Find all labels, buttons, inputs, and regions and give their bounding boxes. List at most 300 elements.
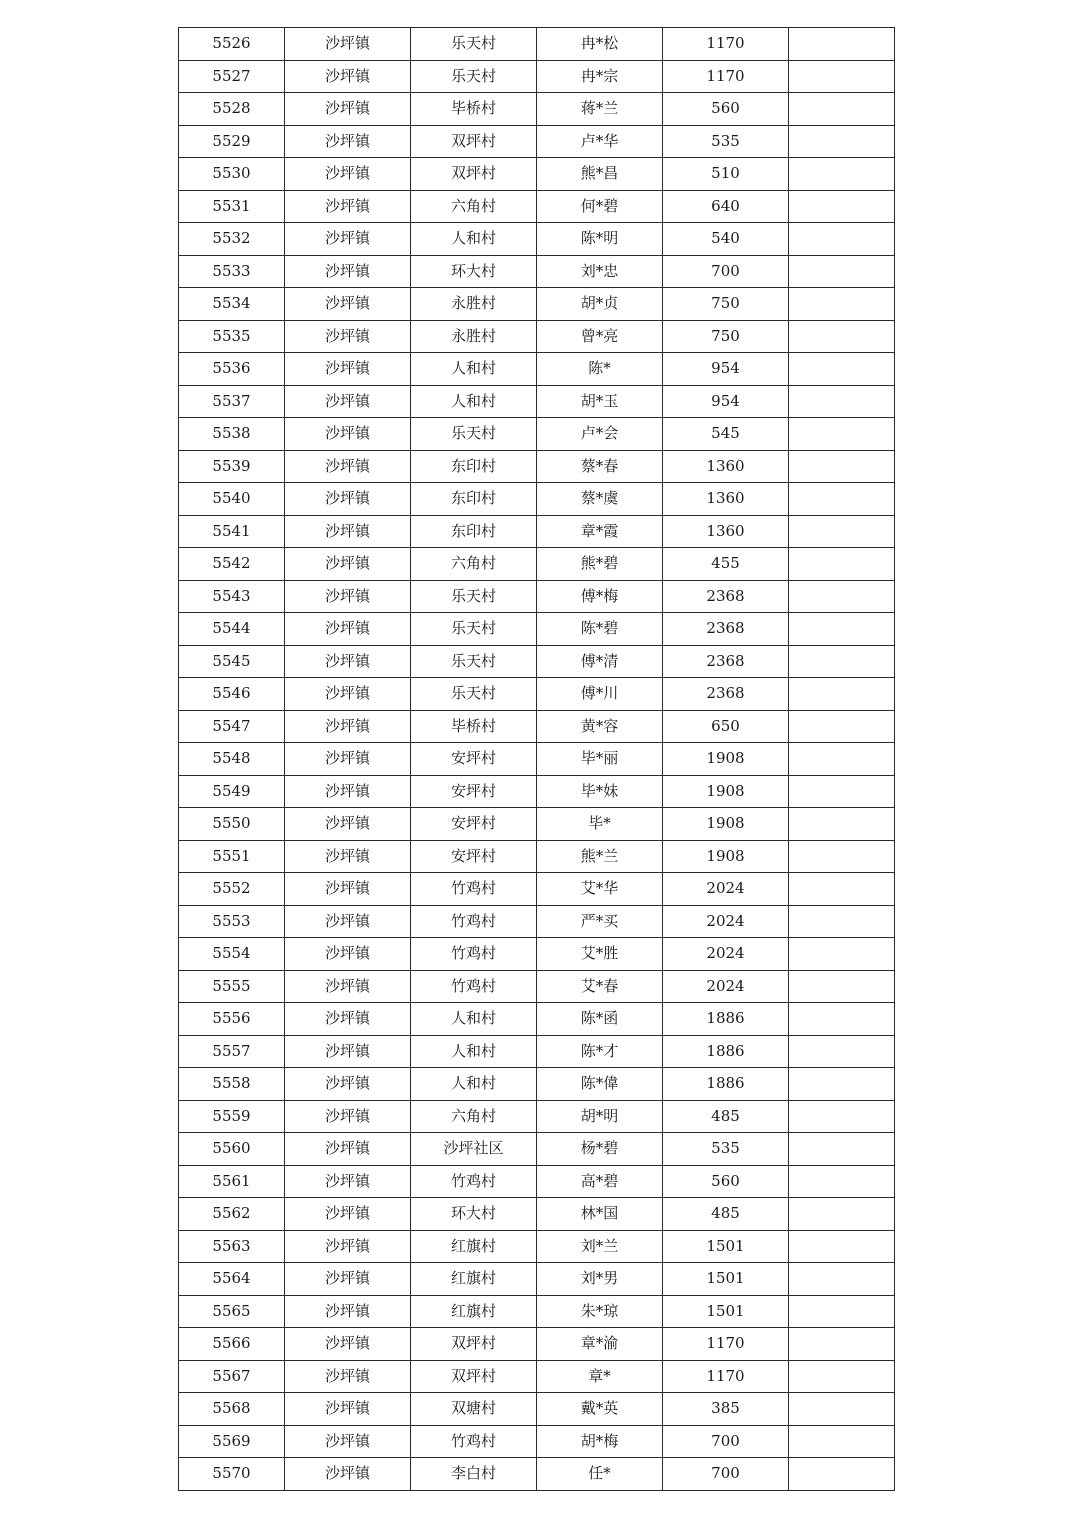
table-row [179, 743, 895, 776]
village-cell: 安坪村 [411, 743, 537, 776]
amount-cell: 560 [663, 93, 789, 126]
amount-cell: 535 [663, 1133, 789, 1166]
table-row [179, 1263, 895, 1296]
serial-number-cell: 5534 [179, 288, 285, 321]
village-cell: 乐天村 [411, 418, 537, 451]
table-row [179, 840, 895, 873]
town-cell: 沙坪镇 [285, 1263, 411, 1296]
note-cell [789, 1165, 895, 1198]
town-cell: 沙坪镇 [285, 483, 411, 516]
note-cell [789, 938, 895, 971]
table-row [179, 93, 895, 126]
town-cell: 沙坪镇 [285, 1230, 411, 1263]
serial-number-cell: 5551 [179, 840, 285, 873]
town-cell: 沙坪镇 [285, 255, 411, 288]
serial-number-cell: 5550 [179, 808, 285, 841]
amount-cell: 1908 [663, 775, 789, 808]
serial-number-cell: 5543 [179, 580, 285, 613]
note-cell [789, 580, 895, 613]
village-cell: 竹鸡村 [411, 873, 537, 906]
village-cell: 毕桥村 [411, 710, 537, 743]
table-row [179, 320, 895, 353]
village-cell: 乐天村 [411, 678, 537, 711]
town-cell: 沙坪镇 [285, 1295, 411, 1328]
note-cell [789, 1230, 895, 1263]
amount-cell: 2024 [663, 905, 789, 938]
table-row [179, 288, 895, 321]
village-cell: 竹鸡村 [411, 905, 537, 938]
name-cell: 陈*才 [537, 1035, 663, 1068]
village-cell: 安坪村 [411, 808, 537, 841]
name-cell: 胡*明 [537, 1100, 663, 1133]
village-cell: 永胜村 [411, 320, 537, 353]
town-cell: 沙坪镇 [285, 938, 411, 971]
village-cell: 乐天村 [411, 60, 537, 93]
table-row [179, 1295, 895, 1328]
town-cell: 沙坪镇 [285, 775, 411, 808]
table-row [179, 1328, 895, 1361]
amount-cell: 385 [663, 1393, 789, 1426]
note-cell [789, 158, 895, 191]
town-cell: 沙坪镇 [285, 873, 411, 906]
serial-number-cell: 5528 [179, 93, 285, 126]
name-cell: 戴*英 [537, 1393, 663, 1426]
note-cell [789, 418, 895, 451]
town-cell: 沙坪镇 [285, 1393, 411, 1426]
serial-number-cell: 5542 [179, 548, 285, 581]
serial-number-cell: 5540 [179, 483, 285, 516]
table-row [179, 613, 895, 646]
note-cell [789, 1295, 895, 1328]
serial-number-cell: 5567 [179, 1360, 285, 1393]
village-cell: 竹鸡村 [411, 1165, 537, 1198]
town-cell: 沙坪镇 [285, 905, 411, 938]
name-cell: 高*碧 [537, 1165, 663, 1198]
town-cell: 沙坪镇 [285, 613, 411, 646]
serial-number-cell: 5552 [179, 873, 285, 906]
name-cell: 蔡*虞 [537, 483, 663, 516]
village-cell: 环大村 [411, 255, 537, 288]
note-cell [789, 645, 895, 678]
name-cell: 陈*碧 [537, 613, 663, 646]
table-row [179, 450, 895, 483]
village-cell: 双坪村 [411, 125, 537, 158]
note-cell [789, 483, 895, 516]
name-cell: 毕*丽 [537, 743, 663, 776]
town-cell: 沙坪镇 [285, 580, 411, 613]
amount-cell: 535 [663, 125, 789, 158]
amount-cell: 1170 [663, 28, 789, 61]
amount-cell: 1360 [663, 483, 789, 516]
village-cell: 沙坪社区 [411, 1133, 537, 1166]
name-cell: 章* [537, 1360, 663, 1393]
town-cell: 沙坪镇 [285, 1035, 411, 1068]
village-cell: 人和村 [411, 223, 537, 256]
village-cell: 双坪村 [411, 1328, 537, 1361]
name-cell: 杨*碧 [537, 1133, 663, 1166]
serial-number-cell: 5544 [179, 613, 285, 646]
table-row [179, 418, 895, 451]
amount-cell: 2368 [663, 613, 789, 646]
table-row [179, 1100, 895, 1133]
town-cell: 沙坪镇 [285, 1198, 411, 1231]
village-cell: 人和村 [411, 1035, 537, 1068]
town-cell: 沙坪镇 [285, 1068, 411, 1101]
town-cell: 沙坪镇 [285, 645, 411, 678]
village-cell: 六角村 [411, 1100, 537, 1133]
amount-cell: 2024 [663, 873, 789, 906]
table-row [179, 223, 895, 256]
name-cell: 朱*琼 [537, 1295, 663, 1328]
town-cell: 沙坪镇 [285, 515, 411, 548]
table-row [179, 353, 895, 386]
name-cell: 卢*华 [537, 125, 663, 158]
table-row [179, 548, 895, 581]
note-cell [789, 613, 895, 646]
village-cell: 红旗村 [411, 1263, 537, 1296]
amount-cell: 1886 [663, 1035, 789, 1068]
town-cell: 沙坪镇 [285, 1003, 411, 1036]
amount-cell: 1360 [663, 450, 789, 483]
town-cell: 沙坪镇 [285, 710, 411, 743]
name-cell: 冉*宗 [537, 60, 663, 93]
note-cell [789, 808, 895, 841]
note-cell [789, 93, 895, 126]
note-cell [789, 288, 895, 321]
village-cell: 人和村 [411, 1003, 537, 1036]
amount-cell: 1360 [663, 515, 789, 548]
amount-cell: 510 [663, 158, 789, 191]
note-cell [789, 190, 895, 223]
serial-number-cell: 5531 [179, 190, 285, 223]
note-cell [789, 775, 895, 808]
village-cell: 毕桥村 [411, 93, 537, 126]
table-row [179, 938, 895, 971]
town-cell: 沙坪镇 [285, 1425, 411, 1458]
table-row [179, 645, 895, 678]
serial-number-cell: 5559 [179, 1100, 285, 1133]
village-cell: 竹鸡村 [411, 938, 537, 971]
serial-number-cell: 5566 [179, 1328, 285, 1361]
amount-cell: 1501 [663, 1263, 789, 1296]
note-cell [789, 1263, 895, 1296]
table-row [179, 1068, 895, 1101]
town-cell: 沙坪镇 [285, 1133, 411, 1166]
town-cell: 沙坪镇 [285, 1100, 411, 1133]
name-cell: 刘*兰 [537, 1230, 663, 1263]
note-cell [789, 320, 895, 353]
town-cell: 沙坪镇 [285, 970, 411, 1003]
village-cell: 人和村 [411, 1068, 537, 1101]
amount-cell: 750 [663, 320, 789, 353]
name-cell: 刘*忠 [537, 255, 663, 288]
table-row [179, 970, 895, 1003]
amount-cell: 700 [663, 1458, 789, 1491]
amount-cell: 2024 [663, 970, 789, 1003]
name-cell: 毕* [537, 808, 663, 841]
serial-number-cell: 5538 [179, 418, 285, 451]
town-cell: 沙坪镇 [285, 840, 411, 873]
note-cell [789, 1100, 895, 1133]
amount-cell: 700 [663, 255, 789, 288]
town-cell: 沙坪镇 [285, 125, 411, 158]
table-row [179, 1003, 895, 1036]
table-row [179, 1393, 895, 1426]
amount-cell: 2368 [663, 580, 789, 613]
amount-cell: 455 [663, 548, 789, 581]
name-cell: 陈* [537, 353, 663, 386]
town-cell: 沙坪镇 [285, 28, 411, 61]
serial-number-cell: 5530 [179, 158, 285, 191]
serial-number-cell: 5560 [179, 1133, 285, 1166]
amount-cell: 700 [663, 1425, 789, 1458]
village-cell: 乐天村 [411, 645, 537, 678]
town-cell: 沙坪镇 [285, 1328, 411, 1361]
amount-cell: 1908 [663, 743, 789, 776]
note-cell [789, 515, 895, 548]
table-row [179, 1230, 895, 1263]
village-cell: 乐天村 [411, 613, 537, 646]
amount-cell: 1886 [663, 1068, 789, 1101]
village-cell: 六角村 [411, 548, 537, 581]
note-cell [789, 1360, 895, 1393]
table-row [179, 125, 895, 158]
note-cell [789, 1393, 895, 1426]
table-row [179, 1360, 895, 1393]
subsidy-list-table [178, 27, 895, 1491]
name-cell: 熊*昌 [537, 158, 663, 191]
amount-cell: 1170 [663, 1328, 789, 1361]
note-cell [789, 28, 895, 61]
table-row [179, 710, 895, 743]
table-row [179, 775, 895, 808]
note-cell [789, 873, 895, 906]
table-row [179, 385, 895, 418]
name-cell: 傅*清 [537, 645, 663, 678]
amount-cell: 1170 [663, 1360, 789, 1393]
serial-number-cell: 5526 [179, 28, 285, 61]
town-cell: 沙坪镇 [285, 385, 411, 418]
serial-number-cell: 5563 [179, 1230, 285, 1263]
amount-cell: 954 [663, 353, 789, 386]
note-cell [789, 353, 895, 386]
town-cell: 沙坪镇 [285, 1360, 411, 1393]
name-cell: 蒋*兰 [537, 93, 663, 126]
table-row [179, 483, 895, 516]
table-row [179, 808, 895, 841]
serial-number-cell: 5527 [179, 60, 285, 93]
village-cell: 竹鸡村 [411, 1425, 537, 1458]
table-row [179, 905, 895, 938]
amount-cell: 954 [663, 385, 789, 418]
town-cell: 沙坪镇 [285, 288, 411, 321]
note-cell [789, 1328, 895, 1361]
name-cell: 林*国 [537, 1198, 663, 1231]
name-cell: 胡*贞 [537, 288, 663, 321]
serial-number-cell: 5568 [179, 1393, 285, 1426]
serial-number-cell: 5532 [179, 223, 285, 256]
note-cell [789, 905, 895, 938]
serial-number-cell: 5535 [179, 320, 285, 353]
serial-number-cell: 5536 [179, 353, 285, 386]
amount-cell: 640 [663, 190, 789, 223]
table-row [179, 1425, 895, 1458]
town-cell: 沙坪镇 [285, 678, 411, 711]
town-cell: 沙坪镇 [285, 743, 411, 776]
town-cell: 沙坪镇 [285, 320, 411, 353]
amount-cell: 540 [663, 223, 789, 256]
note-cell [789, 743, 895, 776]
table-body [179, 28, 895, 1491]
serial-number-cell: 5533 [179, 255, 285, 288]
village-cell: 李白村 [411, 1458, 537, 1491]
serial-number-cell: 5547 [179, 710, 285, 743]
note-cell [789, 1133, 895, 1166]
note-cell [789, 1425, 895, 1458]
name-cell: 傅*川 [537, 678, 663, 711]
name-cell: 刘*男 [537, 1263, 663, 1296]
village-cell: 东印村 [411, 483, 537, 516]
village-cell: 东印村 [411, 450, 537, 483]
table-row [179, 60, 895, 93]
table-row [179, 1133, 895, 1166]
serial-number-cell: 5557 [179, 1035, 285, 1068]
name-cell: 陈*明 [537, 223, 663, 256]
serial-number-cell: 5556 [179, 1003, 285, 1036]
town-cell: 沙坪镇 [285, 808, 411, 841]
name-cell: 任* [537, 1458, 663, 1491]
table-row [179, 190, 895, 223]
amount-cell: 750 [663, 288, 789, 321]
note-cell [789, 1003, 895, 1036]
name-cell: 熊*兰 [537, 840, 663, 873]
village-cell: 东印村 [411, 515, 537, 548]
name-cell: 曾*亮 [537, 320, 663, 353]
town-cell: 沙坪镇 [285, 353, 411, 386]
amount-cell: 560 [663, 1165, 789, 1198]
serial-number-cell: 5555 [179, 970, 285, 1003]
name-cell: 冉*松 [537, 28, 663, 61]
amount-cell: 2024 [663, 938, 789, 971]
note-cell [789, 385, 895, 418]
village-cell: 六角村 [411, 190, 537, 223]
name-cell: 艾*春 [537, 970, 663, 1003]
village-cell: 人和村 [411, 385, 537, 418]
name-cell: 卢*会 [537, 418, 663, 451]
table-row [179, 678, 895, 711]
village-cell: 双坪村 [411, 158, 537, 191]
name-cell: 胡*梅 [537, 1425, 663, 1458]
note-cell [789, 970, 895, 1003]
note-cell [789, 450, 895, 483]
town-cell: 沙坪镇 [285, 190, 411, 223]
town-cell: 沙坪镇 [285, 450, 411, 483]
name-cell: 傅*梅 [537, 580, 663, 613]
serial-number-cell: 5548 [179, 743, 285, 776]
village-cell: 环大村 [411, 1198, 537, 1231]
serial-number-cell: 5529 [179, 125, 285, 158]
town-cell: 沙坪镇 [285, 1165, 411, 1198]
town-cell: 沙坪镇 [285, 548, 411, 581]
amount-cell: 1501 [663, 1295, 789, 1328]
note-cell [789, 840, 895, 873]
name-cell: 陈*偉 [537, 1068, 663, 1101]
village-cell: 竹鸡村 [411, 970, 537, 1003]
town-cell: 沙坪镇 [285, 158, 411, 191]
name-cell: 艾*华 [537, 873, 663, 906]
note-cell [789, 548, 895, 581]
village-cell: 双坪村 [411, 1360, 537, 1393]
village-cell: 乐天村 [411, 580, 537, 613]
amount-cell: 1908 [663, 840, 789, 873]
serial-number-cell: 5558 [179, 1068, 285, 1101]
serial-number-cell: 5565 [179, 1295, 285, 1328]
name-cell: 章*渝 [537, 1328, 663, 1361]
serial-number-cell: 5541 [179, 515, 285, 548]
table-row [179, 1458, 895, 1491]
amount-cell: 485 [663, 1100, 789, 1133]
village-cell: 乐天村 [411, 28, 537, 61]
table-row [179, 28, 895, 61]
serial-number-cell: 5564 [179, 1263, 285, 1296]
table-row [179, 580, 895, 613]
note-cell [789, 1458, 895, 1491]
serial-number-cell: 5553 [179, 905, 285, 938]
serial-number-cell: 5569 [179, 1425, 285, 1458]
serial-number-cell: 5537 [179, 385, 285, 418]
serial-number-cell: 5561 [179, 1165, 285, 1198]
amount-cell: 1908 [663, 808, 789, 841]
note-cell [789, 60, 895, 93]
name-cell: 章*霞 [537, 515, 663, 548]
table-row [179, 255, 895, 288]
village-cell: 双塘村 [411, 1393, 537, 1426]
serial-number-cell: 5570 [179, 1458, 285, 1491]
name-cell: 胡*玉 [537, 385, 663, 418]
table-row [179, 873, 895, 906]
amount-cell: 1170 [663, 60, 789, 93]
serial-number-cell: 5549 [179, 775, 285, 808]
town-cell: 沙坪镇 [285, 93, 411, 126]
serial-number-cell: 5554 [179, 938, 285, 971]
amount-cell: 545 [663, 418, 789, 451]
note-cell [789, 710, 895, 743]
serial-number-cell: 5562 [179, 1198, 285, 1231]
amount-cell: 485 [663, 1198, 789, 1231]
town-cell: 沙坪镇 [285, 223, 411, 256]
town-cell: 沙坪镇 [285, 60, 411, 93]
name-cell: 黄*容 [537, 710, 663, 743]
name-cell: 陈*函 [537, 1003, 663, 1036]
note-cell [789, 1068, 895, 1101]
name-cell: 艾*胜 [537, 938, 663, 971]
table-row [179, 1035, 895, 1068]
name-cell: 熊*碧 [537, 548, 663, 581]
amount-cell: 2368 [663, 678, 789, 711]
name-cell: 毕*妹 [537, 775, 663, 808]
note-cell [789, 255, 895, 288]
village-cell: 安坪村 [411, 840, 537, 873]
amount-cell: 650 [663, 710, 789, 743]
note-cell [789, 1198, 895, 1231]
village-cell: 红旗村 [411, 1295, 537, 1328]
village-cell: 安坪村 [411, 775, 537, 808]
name-cell: 蔡*春 [537, 450, 663, 483]
table-row [179, 1198, 895, 1231]
name-cell: 严*买 [537, 905, 663, 938]
village-cell: 人和村 [411, 353, 537, 386]
village-cell: 永胜村 [411, 288, 537, 321]
